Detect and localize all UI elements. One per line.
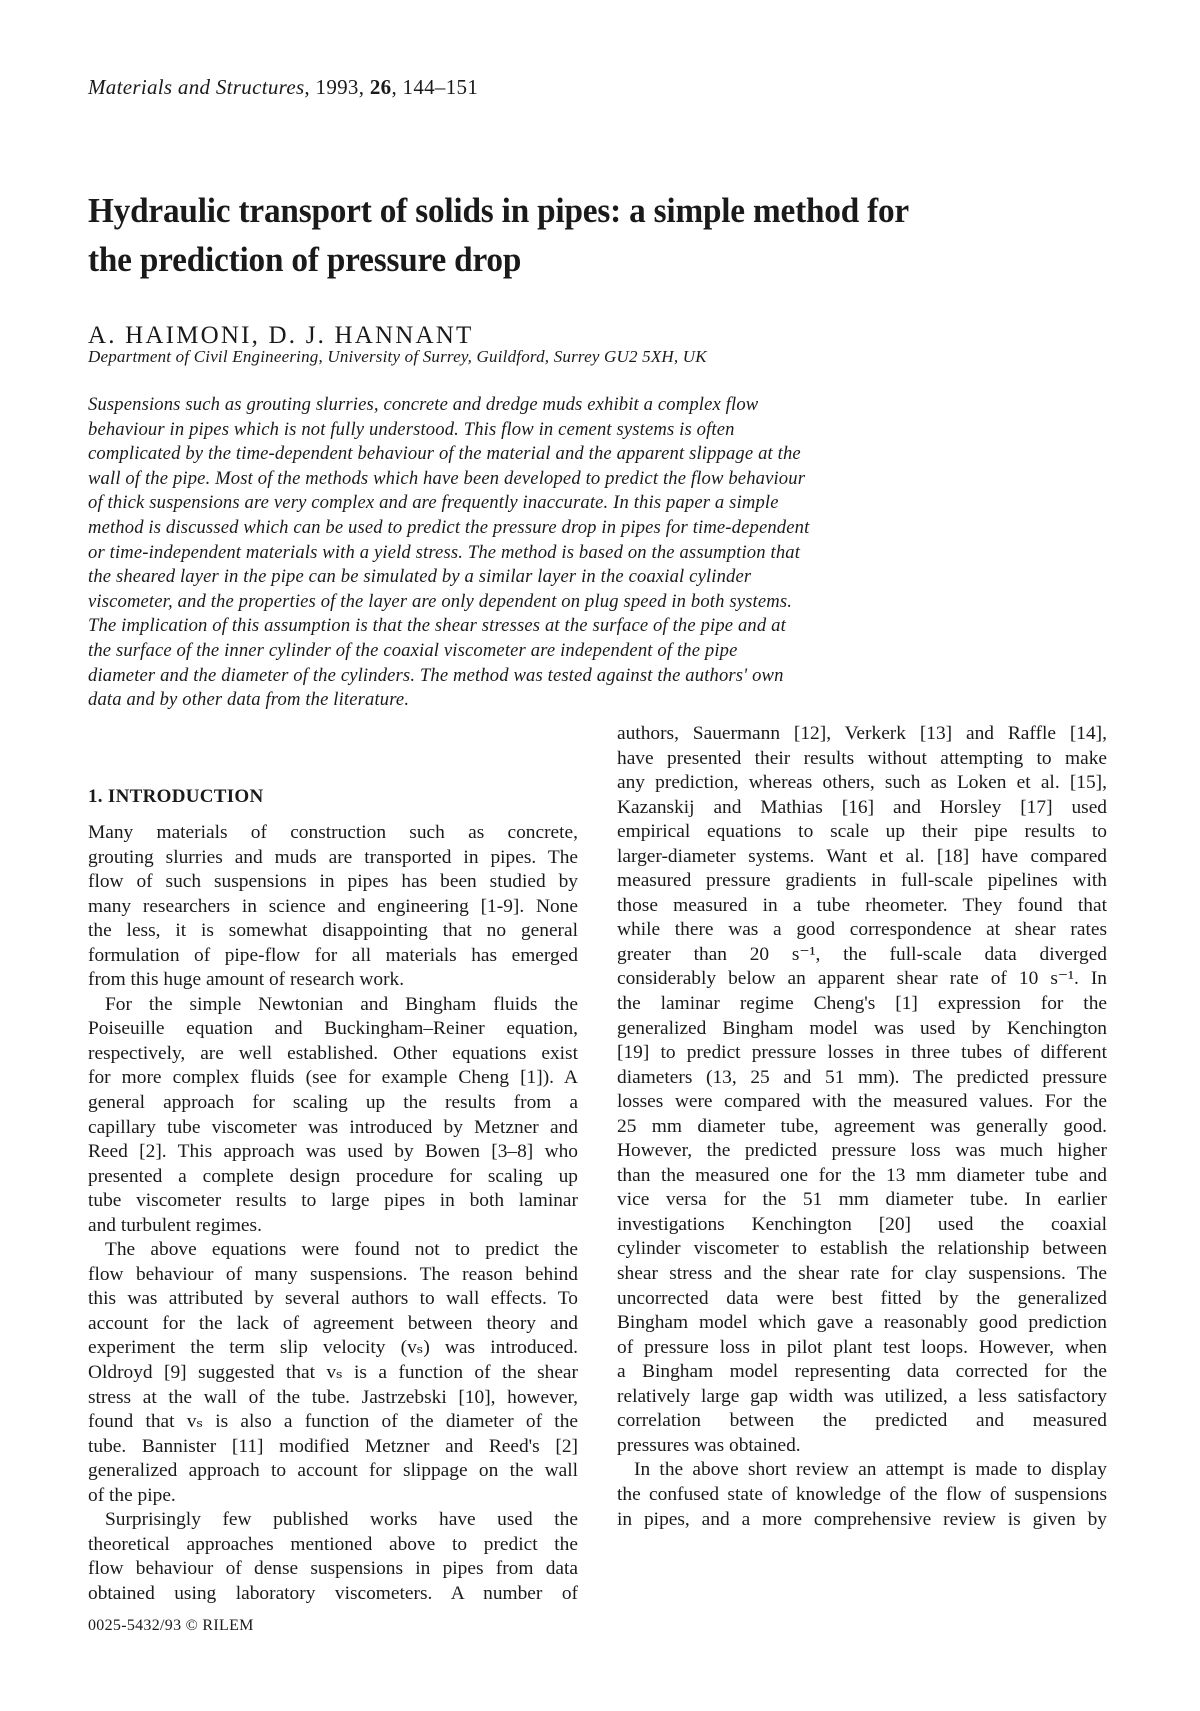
body-text-line: In the above short review an attempt is made to display — [634, 1459, 1107, 1481]
body-text-line: in pipes, and a more comprehensive review is given by — [617, 1508, 1107, 1530]
body-text-line: a Bingham model representing data corrected for the — [617, 1361, 1107, 1383]
body-text-line: those measured in a tube rheometer. They found that — [617, 894, 1107, 916]
body-text-line: formulation of pipe-flow for all materials has emerged — [88, 944, 578, 966]
body-text-line: flow behaviour of many suspensions. The reason behind — [88, 1263, 578, 1285]
journal-citation — [88, 75, 478, 100]
abstract-line: data and by other data from the literature. — [88, 689, 410, 711]
body-text-line: Surprisingly few published works have used the — [105, 1509, 578, 1531]
abstract-line: diameter and the diameter of the cylinders. The method was tested against the authors' own — [88, 664, 784, 686]
body-text-line: Bingham model which gave a reasonably good prediction — [617, 1312, 1107, 1334]
body-text-line: any prediction, whereas others, such as Loken et al. [15], — [617, 772, 1107, 794]
body-text-line: Kazanskij and Mathias [16] and Horsley [17] used — [617, 796, 1107, 818]
body-text-line: [19] to predict pressure losses in three tubes of different — [617, 1042, 1107, 1064]
abstract-line: complicated by the time-dependent behaviour of the material and the apparent slippage at the — [88, 443, 801, 465]
body-text-line: authors, Sauermann [12], Verkerk [13] and Raffle [14], — [617, 723, 1107, 744]
journal-volume: 26 — [369, 75, 392, 99]
abstract-line: Suspensions such as grouting slurries, concrete and dredge muds exhibit a complex flow — [88, 394, 759, 415]
body-text-line: experiment the term slip velocity (vₛ) was introduced. — [88, 1337, 578, 1359]
body-text-line: cylinder viscometer to establish the relationship between — [617, 1238, 1107, 1260]
body-text-line: investigations Kenchington [20] used the coaxial — [617, 1213, 1107, 1235]
body-text-line: stress at the wall of the tube. Jastrzebski [10], however, — [88, 1386, 578, 1408]
body-text-line: considerably below an apparent shear rate of 10 s⁻¹. In — [617, 968, 1107, 990]
abstract-line: the sheared layer in the pipe can be simulated by a similar layer in the coaxial cylinder — [88, 566, 752, 588]
body-text-line: respectively, are well established. Other equations exist — [88, 1042, 578, 1064]
body-column-right — [617, 722, 1107, 1532]
affiliation: Department of Civil Engineering, University of Surrey, Guildford, Surrey GU2 5XH, UK — [88, 347, 707, 366]
body-text-line: Many materials of construction such as concrete, — [88, 822, 578, 843]
body-text-line: flow behaviour of dense suspensions in pipes from data — [88, 1558, 578, 1580]
body-text-line: greater than 20 s⁻¹, the full-scale data diverged — [617, 943, 1107, 965]
body-text-line: 25 mm diameter tube, agreement was generally good. — [617, 1115, 1107, 1137]
body-text-line: Reed [2]. This approach was used by Bowen [3–8] who — [88, 1141, 578, 1163]
body-text-line: Oldroyd [9] suggested that vₛ is a function of the shear — [88, 1362, 578, 1384]
body-text-line: tube viscometer results to large pipes in both laminar — [88, 1190, 578, 1212]
abstract-line: the surface of the inner cylinder of the coaxial viscometer are independent of the pipe — [88, 639, 738, 661]
body-text-line: uncorrected data were best fitted by the generalized — [617, 1287, 1107, 1309]
body-text-line: the less, it is somewhat disappointing that no general — [88, 920, 578, 942]
abstract-line: method is discussed which can be used to predict the pressure drop in pipes for time-dependent — [88, 516, 810, 538]
journal-pages: , 144–151 — [391, 75, 479, 99]
body-text-line: and turbulent regimes. — [88, 1214, 262, 1236]
abstract-line: viscometer, and the properties of the layer are only dependent on plug speed in both systems. — [88, 590, 793, 612]
title-line-1: Hydraulic transport of solids in pipes: a simple method for — [88, 191, 910, 230]
body-text-line: shear stress and the shear rate for clay suspensions. The — [617, 1263, 1107, 1285]
body-text-line: the confused state of knowledge of the flow of suspensions — [617, 1483, 1107, 1505]
body-text-line: general approach for scaling up the results from a — [88, 1092, 578, 1114]
body-text-line: presented a complete design procedure for scaling up — [88, 1165, 578, 1187]
body-text-line: than the measured one for the 13 mm diameter tube and — [617, 1164, 1107, 1186]
body-text-line: from this huge amount of research work. — [88, 969, 405, 991]
body-text-line: vice versa for the 51 mm diameter tube. In earlier — [617, 1189, 1107, 1211]
body-text-line: found that vₛ is also a function of the diameter of the — [88, 1411, 578, 1433]
body-text-line: for more complex fluids (see for example Cheng [1]). A — [88, 1067, 578, 1089]
body-text-line: theoretical approaches mentioned above to predict the — [88, 1533, 578, 1555]
body-text-line: account for the lack of agreement between theory and — [88, 1312, 578, 1334]
body-text-line: grouting slurries and muds are transported in pipes. The — [88, 846, 578, 868]
body-text-line: Poiseuille equation and Buckingham–Reiner equation, — [88, 1018, 578, 1040]
author-list: A. HAIMONI, D. J. HANNANT — [88, 322, 474, 349]
body-text-line: The above equations were found not to predict the — [105, 1239, 578, 1261]
body-text-line: of pressure loss in pilot plant test loops. However, when — [617, 1336, 1107, 1358]
body-text-line: generalized approach to account for slippage on the wall — [88, 1460, 578, 1482]
body-text-line: diameters (13, 25 and 51 mm). The predicted pressure — [617, 1066, 1107, 1088]
article-title — [88, 186, 1038, 284]
journal-name: Materials and Structures — [88, 75, 305, 99]
footer-copyright-code: 0025-5432/93 © RILEM — [88, 1617, 254, 1634]
body-text-line: correlation between the predicted and measured — [617, 1410, 1107, 1432]
body-text-line: generalized Bingham model was used by Kenchington — [617, 1017, 1107, 1039]
abstract-line: wall of the pipe. Most of the methods which have been developed to predict the flow behaviour — [88, 467, 806, 489]
body-column-left — [88, 821, 578, 1607]
abstract-line: The implication of this assumption is that the shear stresses at the surface of the pipe and at — [88, 615, 786, 637]
body-text-line: For the simple Newtonian and Bingham fluids the — [105, 993, 578, 1015]
body-text-line: have presented their results without attempting to make — [617, 747, 1107, 769]
abstract-line: of thick suspensions are very complex and are frequently inaccurate. In this paper a simple — [88, 492, 779, 514]
abstract-line: or time-independent materials with a yield stress. The method is based on the assumption that — [88, 541, 801, 563]
body-text-line: the laminar regime Cheng's [1] expression for the — [617, 993, 1107, 1015]
abstract — [88, 393, 948, 713]
body-text-line: capillary tube viscometer was introduced by Metzner and — [88, 1116, 578, 1138]
body-text-line: many researchers in science and engineering [1-9]. None — [88, 895, 578, 917]
body-text-line: empirical equations to scale up their pipe results to — [617, 821, 1107, 843]
body-text-line: relatively large gap width was utilized, a less satisfactory — [617, 1385, 1107, 1407]
body-text-line: flow of such suspensions in pipes has been studied by — [88, 871, 578, 893]
body-text-line: measured pressure gradients in full-scale pipelines with — [617, 870, 1107, 892]
body-text-line: of the pipe. — [88, 1484, 176, 1506]
body-text-line: while there was a good correspondence at shear rates — [617, 919, 1107, 941]
body-text-line: tube. Bannister [11] modified Metzner and Reed's [2] — [88, 1435, 578, 1457]
body-text-line: pressures was obtained. — [617, 1434, 801, 1456]
journal-year: , 1993, — [304, 75, 370, 99]
body-text-line: obtained using laboratory viscometers. A number of — [88, 1582, 578, 1604]
section-heading-introduction: 1. INTRODUCTION — [88, 786, 264, 807]
body-text-line: losses were compared with the measured values. For the — [617, 1091, 1107, 1113]
body-text-line: this was attributed by several authors to wall effects. To — [88, 1288, 578, 1310]
body-text-line: However, the predicted pressure loss was much higher — [617, 1140, 1107, 1162]
title-line-2: the prediction of pressure drop — [88, 240, 522, 279]
abstract-line: behaviour in pipes which is not fully understood. This flow in cement systems is often — [88, 418, 735, 440]
body-text-line: larger-diameter systems. Want et al. [18] have compared — [617, 845, 1107, 867]
